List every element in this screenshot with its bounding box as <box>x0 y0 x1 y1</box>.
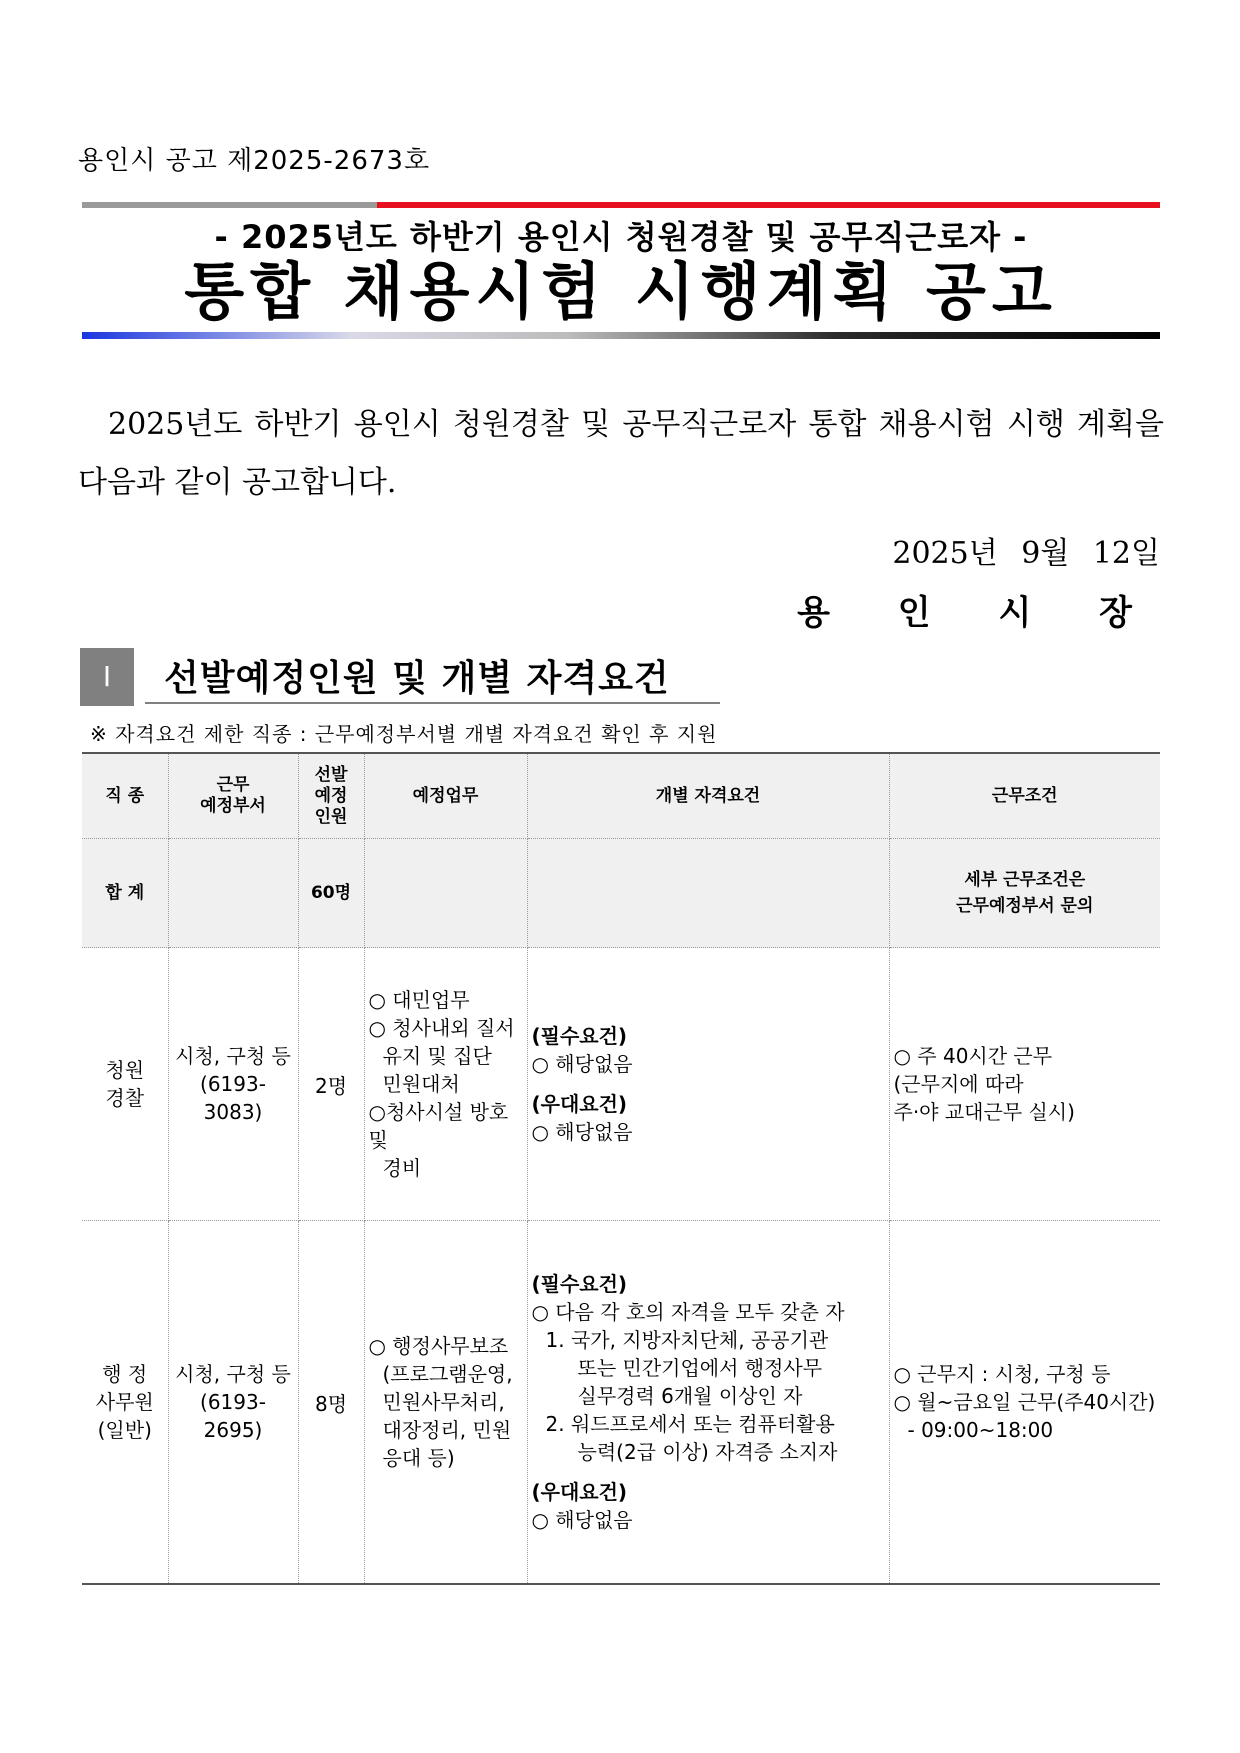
row2-qualifications: (필수요건) ○ 다음 각 호의 자격을 모두 갖춘 자 1. 국가, 지방자치단체, 공공기관 또는 민간기업에서 행정사무 실무경력 6개월 이상인 자 2. 워드프로세서 또는 컴퓨터활용 능력(2급 이상) 자격증 소지자 (우대요건) ○ 해당없음 <box>527 1221 889 1585</box>
row1-job: 청원 경찰 <box>82 948 168 1221</box>
row2-count: 8명 <box>298 1221 364 1585</box>
section-note: ※ 자격요건 제한 직종 : 근무예정부서별 개별 자격요건 확인 후 지원 <box>90 722 718 746</box>
row1-conditions: ○ 주 40시간 근무 (근무지에 따라 주·야 교대근무 실시) <box>889 948 1160 1221</box>
notice-number: 용인시 공고 제2025-2673호 <box>78 146 431 176</box>
row2-duties: ○ 행정사무보조 (프로그램운영, 민원사무처리, 대장정리, 민원 응대 등) <box>364 1221 527 1585</box>
notice-date: 2025년 9월 12일 <box>892 536 1160 571</box>
title-top-bar-red <box>377 202 1160 208</box>
section-title: 선발예정인원 및 개별 자격요건 <box>164 658 670 699</box>
header-job: 직 종 <box>82 753 168 839</box>
row1-count: 2명 <box>298 948 364 1221</box>
row1-duties: ○ 대민업무 ○ 청사내외 질서 유지 및 집단 민원대처 ○청사시설 방호 및 경비 <box>364 948 527 1221</box>
main-title: 통합 채용시험 시행계획 공고 <box>184 255 1058 328</box>
table-header-row <box>82 753 1160 839</box>
row2-conditions: ○ 근무지 : 시청, 구청 등 ○ 월~금요일 근무(주40시간) - 09:00~18:00 <box>889 1221 1160 1585</box>
total-count: 60명 <box>298 839 364 948</box>
header-duty: 예정업무 <box>364 753 527 839</box>
title-top-bar-gray <box>82 202 377 208</box>
header-qual: 개별 자격요건 <box>527 753 889 839</box>
title-bottom-bar <box>82 332 1160 339</box>
header-cond: 근무조건 <box>889 753 1160 839</box>
table-total-row <box>82 839 1160 948</box>
header-dept: 근무 예정부서 <box>168 753 298 839</box>
table-row <box>82 948 1160 1221</box>
row1-qualifications: (필수요건) ○ 해당없음 (우대요건) ○ 해당없음 <box>527 948 889 1221</box>
header-count: 선발 예정 인원 <box>298 753 364 839</box>
row2-job: 행 정 사무원 (일반) <box>82 1221 168 1585</box>
section-underline <box>145 702 720 704</box>
row2-dept: 시청, 구청 등 (6193-2695) <box>168 1221 298 1585</box>
signer: 용 인 시 장 <box>797 593 1160 633</box>
total-label: 합 계 <box>82 839 168 948</box>
intro-paragraph: 2025년도 하반기 용인시 청원경찰 및 공무직근로자 통합 채용시험 시행 계획을 다음과 같이 공고합니다. <box>78 407 1164 500</box>
row1-dept: 시청, 구청 등 (6193-3083) <box>168 948 298 1221</box>
table-row <box>82 1221 1160 1585</box>
subtitle: - 2025년도 하반기 용인시 청원경찰 및 공무직근로자 - <box>214 218 1028 256</box>
section-number-badge: I <box>80 648 134 706</box>
total-cond: 세부 근무조건은 근무예정부서 문의 <box>889 839 1160 948</box>
recruitment-table <box>82 752 1160 1585</box>
